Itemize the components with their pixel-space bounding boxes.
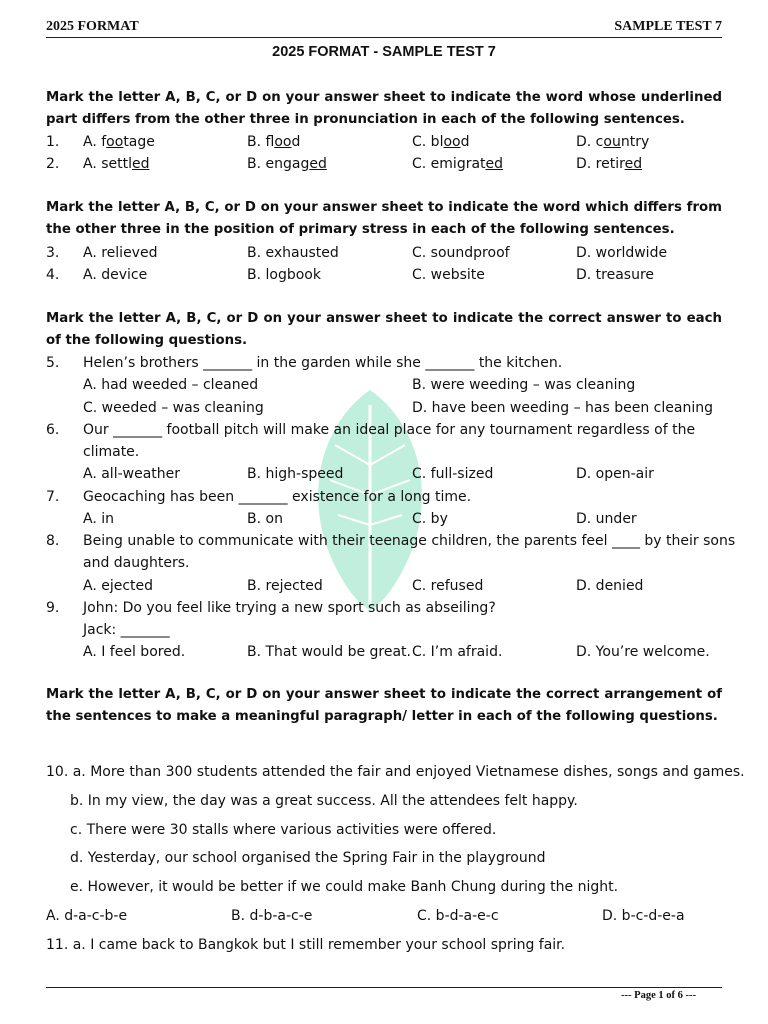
question-stem-continued: Jack: _______	[83, 622, 170, 638]
question-8-stem-cont	[46, 552, 726, 574]
question-stem-continued: climate.	[83, 444, 140, 460]
question-number: 3.	[46, 245, 60, 261]
option-b: B. That would be great.	[247, 644, 411, 660]
option-c: C. blood	[412, 134, 470, 150]
option-d: D. treasure	[576, 267, 655, 283]
question-9	[46, 597, 726, 619]
option-c: C. weeded – was cleaning	[83, 400, 264, 416]
option-b: B. rejected	[247, 578, 323, 594]
page-title: 2025 FORMAT - SAMPLE TEST 7	[272, 44, 496, 60]
section1-instruction: Mark the letter A, B, C, or D on your answer sheet to indicate the word whose underlined part differs from the other three in pronunciation in each of the following sentences.	[46, 90, 722, 127]
option-a: A. ejected	[83, 578, 154, 594]
question-10-sentence-d: d. Yesterday, our school organised the Spring Fair in the playground	[70, 850, 546, 866]
question-number: 9.	[46, 600, 60, 616]
question-8	[46, 530, 736, 552]
option-d: D. retired	[576, 156, 643, 172]
option-b: B. high-speed	[247, 466, 344, 482]
option-d: D. b-c-d-e-a	[602, 908, 685, 924]
option-c: C. soundproof	[412, 245, 510, 261]
question-number: 7.	[46, 489, 60, 505]
option-c: C. emigrated	[412, 156, 504, 172]
question-10-sentence-a: 10. a. More than 300 students attended the fair and enjoyed Vietnamese dishes, songs and games.	[46, 764, 745, 780]
option-b: B. were weeding – was cleaning	[412, 377, 636, 393]
option-c: C. I’m afraid.	[412, 644, 503, 660]
footer-divider	[46, 987, 722, 988]
question-stem: John: Do you feel like trying a new sport such as abseiling?	[83, 600, 496, 616]
question-7-options	[46, 508, 726, 530]
question-6-options	[46, 463, 726, 485]
option-d: D. country	[576, 134, 650, 150]
option-a: A. footage	[83, 134, 155, 150]
question-2	[46, 153, 726, 175]
option-c: C. b-d-a-e-c	[417, 908, 499, 924]
question-8-options	[46, 575, 726, 597]
header-right: SAMPLE TEST 7	[614, 19, 722, 34]
option-d: D. have been weeding – has been cleaning	[412, 400, 713, 416]
option-a: A. settled	[83, 156, 150, 172]
question-10-sentence-c: c. There were 30 stalls where various activities were offered.	[70, 822, 497, 838]
option-a: A. d-a-c-b-e	[46, 908, 128, 924]
question-number: 8.	[46, 533, 60, 549]
question-number: 4.	[46, 267, 60, 283]
header-left: 2025 FORMAT	[46, 19, 139, 34]
option-d: D. denied	[576, 578, 644, 594]
option-b: B. exhausted	[247, 245, 339, 261]
question-5-options-row2	[46, 397, 726, 419]
question-1	[46, 131, 726, 153]
option-a: A. in	[83, 511, 114, 527]
option-a: A. had weeded – cleaned	[83, 377, 259, 393]
question-number: 2.	[46, 156, 60, 172]
question-10-sentence-b: b. In my view, the day was a great success. All the attendees felt happy.	[70, 793, 578, 809]
option-a: A. all-weather	[83, 466, 181, 482]
question-number: 5.	[46, 355, 60, 371]
question-11-sentence-a: 11. a. I came back to Bangkok but I still remember your school spring fair.	[46, 937, 566, 953]
question-stem-continued: and daughters.	[83, 555, 190, 571]
option-c: C. full-sized	[412, 466, 494, 482]
running-header	[46, 17, 722, 38]
option-b: B. logbook	[247, 267, 321, 283]
option-d: D. You’re welcome.	[576, 644, 710, 660]
question-number: 6.	[46, 422, 60, 438]
question-stem: Being unable to communicate with their teenage children, the parents feel ____ by their sons	[83, 533, 736, 549]
question-10-sentence-e: e. However, it would be better if we could make Banh Chung during the night.	[70, 879, 619, 895]
option-d: D. worldwide	[576, 245, 668, 261]
option-c: C. by	[412, 511, 448, 527]
option-a: A. I feel bored.	[83, 644, 186, 660]
question-9-options	[46, 641, 726, 663]
question-9-stem-cont	[46, 619, 726, 641]
question-6	[46, 419, 726, 441]
option-b: B. flood	[247, 134, 301, 150]
question-7	[46, 486, 726, 508]
page-number: --- Page 1 of 6 ---	[621, 990, 696, 1001]
question-5-options-row1	[46, 374, 726, 396]
question-3	[46, 242, 726, 264]
question-10-options	[46, 905, 726, 927]
option-c: C. website	[412, 267, 485, 283]
question-stem: Helen’s brothers _______ in the garden while she _______ the kitchen.	[83, 355, 563, 371]
option-a: A. device	[83, 267, 148, 283]
section3-instruction: Mark the letter A, B, C, or D on your answer sheet to indicate the correct answer to each of the following questions.	[46, 311, 722, 348]
option-c: C. refused	[412, 578, 484, 594]
option-d: D. open-air	[576, 466, 654, 482]
question-4	[46, 264, 726, 286]
question-number: 1.	[46, 134, 60, 150]
option-b: B. on	[247, 511, 283, 527]
section4-instruction: Mark the letter A, B, C, or D on your answer sheet to indicate the correct arrangement of the sentences to make a meaningful paragraph/ letter in each of the following questions.	[46, 687, 722, 724]
question-stem: Our _______ football pitch will make an ideal place for any tournament regardless of the	[83, 422, 696, 438]
option-d: D. under	[576, 511, 637, 527]
question-5	[46, 352, 726, 374]
question-stem: Geocaching has been _______ existence for a long time.	[83, 489, 472, 505]
option-a: A. relieved	[83, 245, 158, 261]
option-b: B. engaged	[247, 156, 327, 172]
option-b: B. d-b-a-c-e	[231, 908, 313, 924]
section2-instruction: Mark the letter A, B, C, or D on your answer sheet to indicate the word which differs from the other three in the position of primary stress in each of the following sentences.	[46, 200, 722, 237]
question-6-stem-cont	[46, 441, 726, 463]
